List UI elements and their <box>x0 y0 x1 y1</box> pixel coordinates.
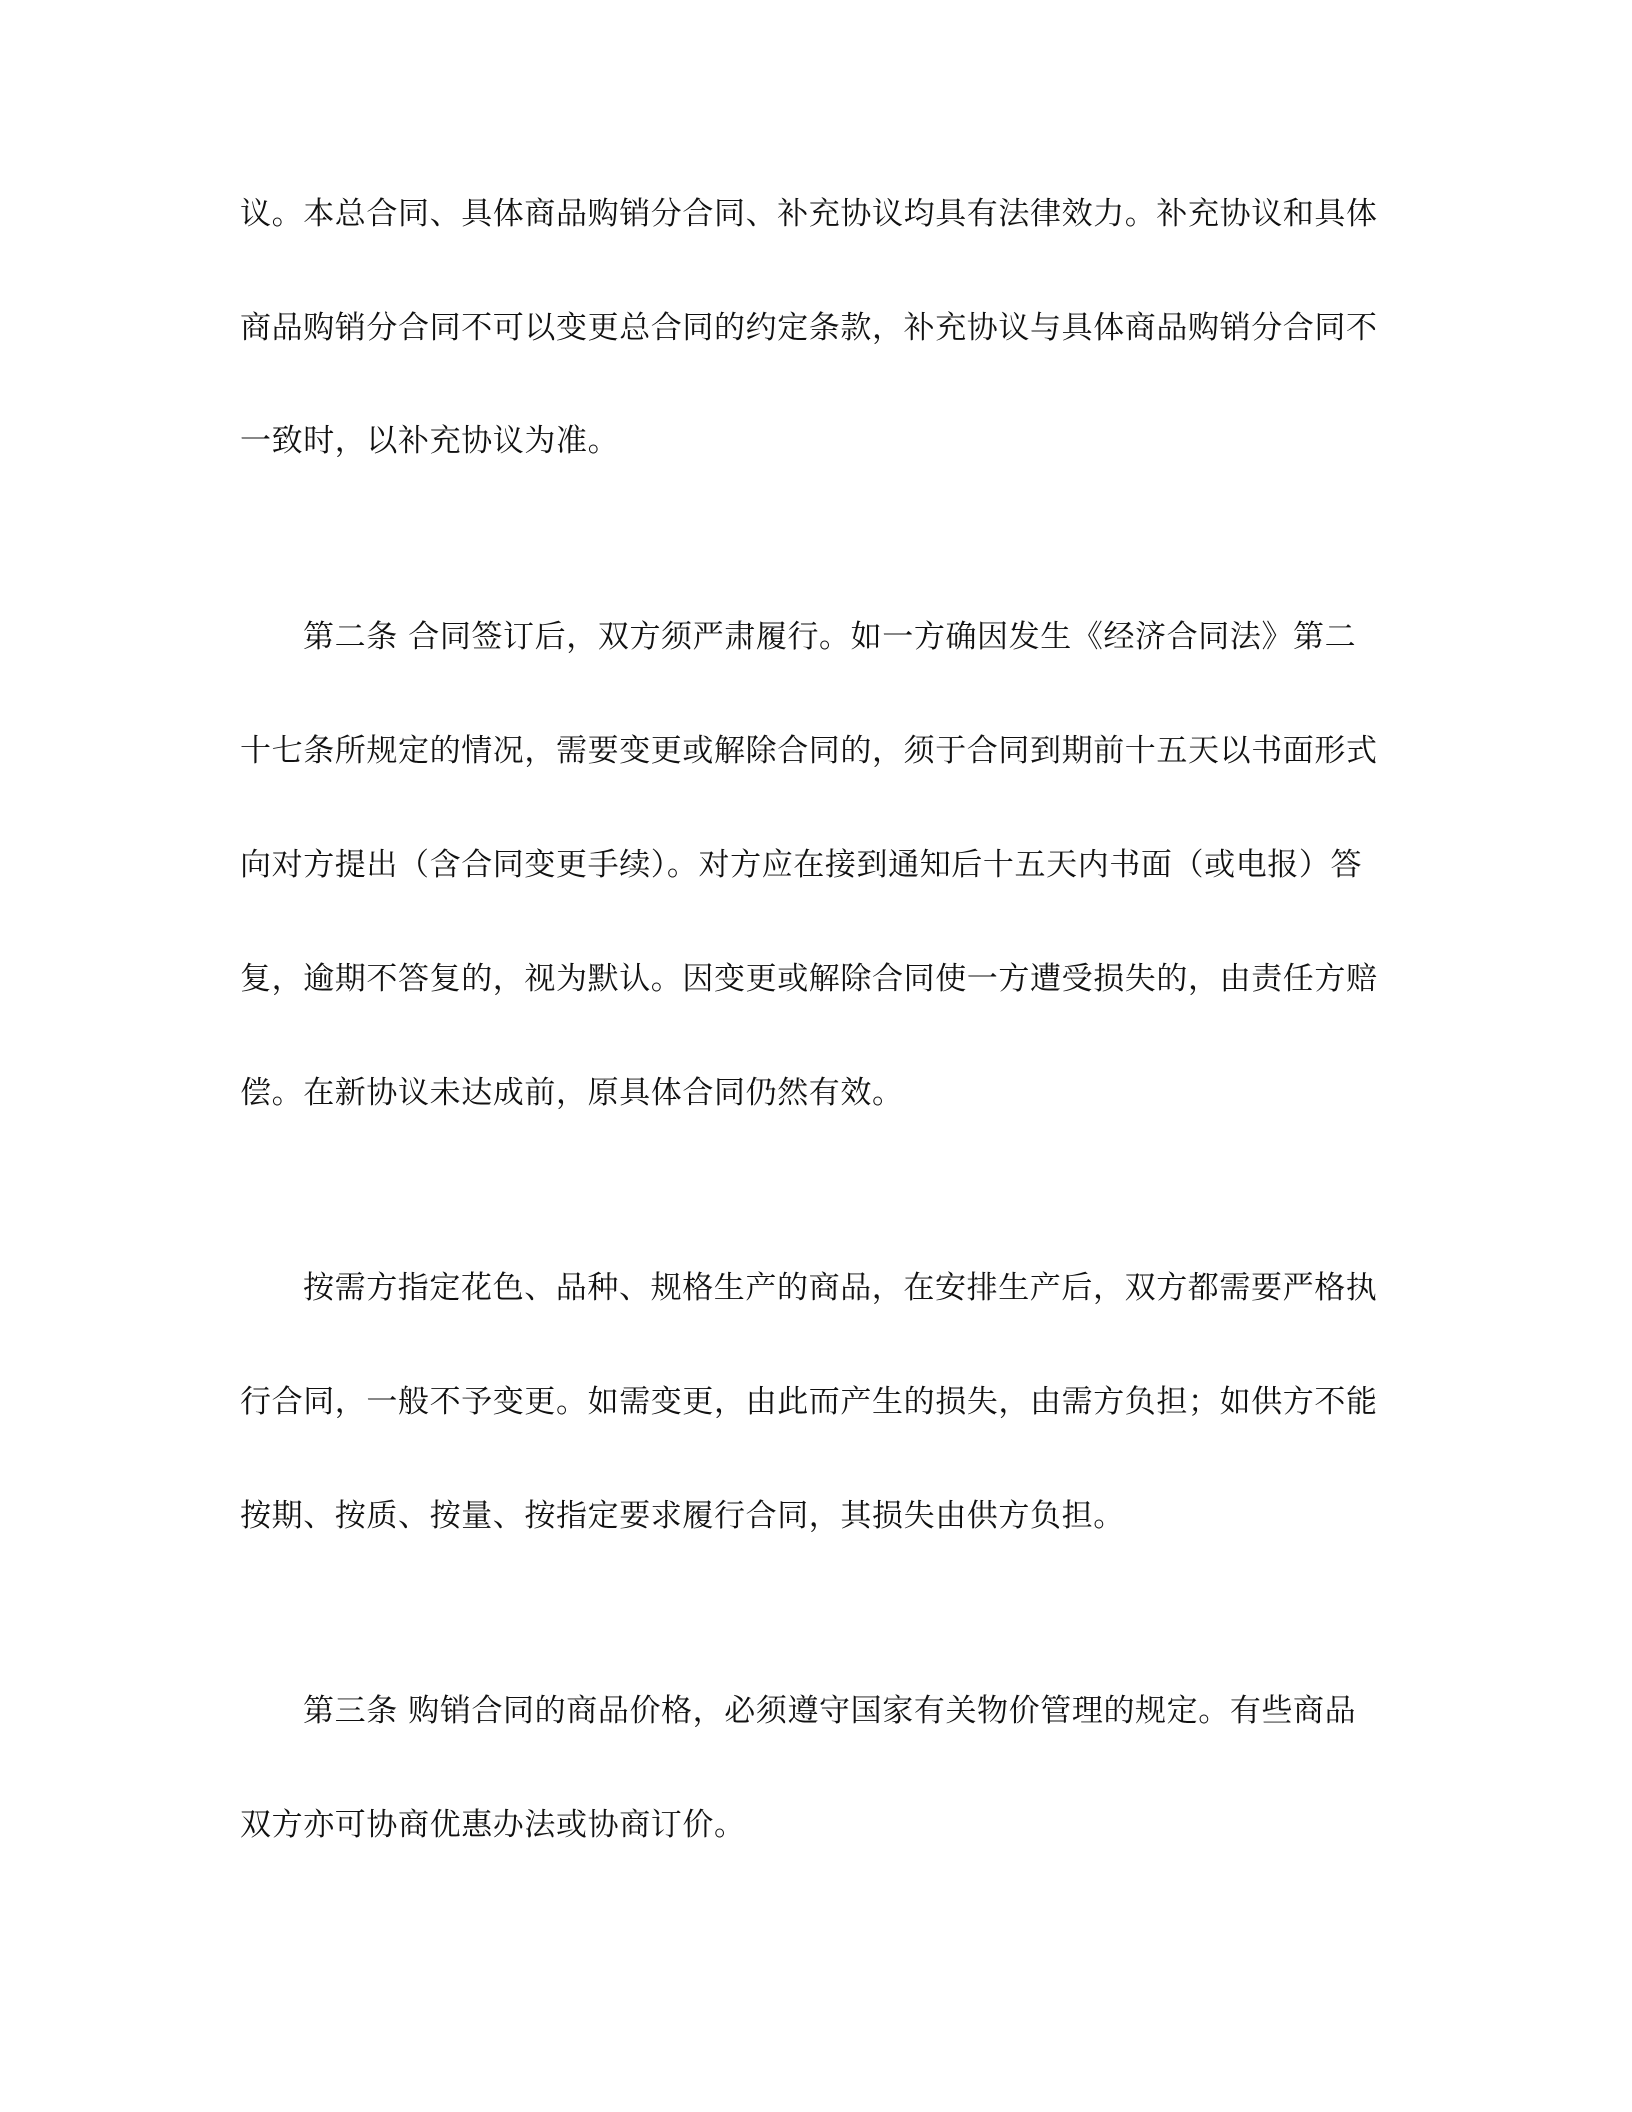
text-line: 商品购销分合同不可以变更总合同的约定条款，补充协议与具体商品购销分合同不 <box>240 310 1378 346</box>
text-line: 议。本总合同、具体商品购销分合同、补充协议均具有法律效力。补充协议和具体 <box>240 196 1378 232</box>
text-line: 一致时，以补充协议为准。 <box>240 423 620 459</box>
text-line: 偿。在新协议未达成前，原具体合同仍然有效。 <box>240 1075 904 1111</box>
article-3-first-line: 第三条 购销合同的商品价格，必须遵守国家有关物价管理的规定。有些商品 <box>303 1693 1357 1729</box>
text-line: 复，逾期不答复的，视为默认。因变更或解除合同使一方遭受损失的，由责任方赔 <box>240 961 1378 997</box>
text-line: 按期、按质、按量、按指定要求履行合同，其损失由供方负担。 <box>240 1498 1125 1534</box>
article-2-first-line: 第二条 合同签订后，双方须严肃履行。如一方确因发生《经济合同法》第二 <box>303 619 1357 655</box>
text-line: 行合同，一般不予变更。如需变更，由此而产生的损失，由需方负担；如供方不能 <box>240 1384 1378 1420</box>
text-line: 十七条所规定的情况，需要变更或解除合同的，须于合同到期前十五天以书面形式 <box>240 733 1378 769</box>
text-line: 双方亦可协商优惠办法或协商订价。 <box>240 1807 746 1843</box>
paragraph-first-line: 按需方指定花色、品种、规格生产的商品，在安排生产后，双方都需要严格执 <box>303 1270 1378 1306</box>
text-line: 向对方提出（含合同变更手续）。对方应在接到通知后十五天内书面（或电报）答 <box>240 847 1363 883</box>
